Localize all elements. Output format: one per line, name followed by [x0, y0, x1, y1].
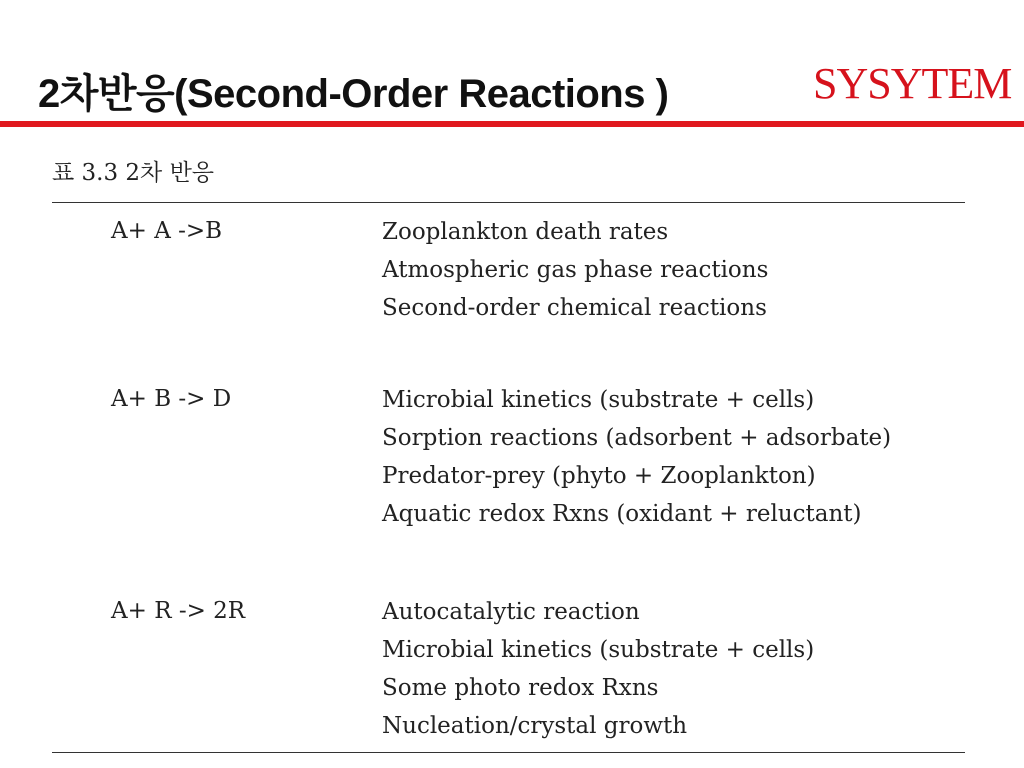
slide-title: 2차반응(Second-Order Reactions ): [38, 72, 669, 116]
application-item: Atmospheric gas phase reactions: [382, 257, 769, 283]
application-item: Predator-prey (phyto + Zooplankton): [382, 463, 816, 489]
application-item: Microbial kinetics (substrate + cells): [382, 637, 815, 663]
table-top-rule: [52, 202, 965, 203]
application-item: Autocatalytic reaction: [382, 599, 640, 625]
table-bottom-rule: [52, 752, 965, 753]
application-item: Aquatic redox Rxns (oxidant + reluctant): [382, 501, 862, 527]
application-item: Nucleation/crystal growth: [382, 713, 688, 739]
application-item: Sorption reactions (adsorbent + adsorbate): [382, 425, 892, 451]
reaction-formula: A+ B -> D: [111, 386, 232, 412]
reaction-formula: A+ A ->B: [111, 218, 223, 244]
application-item: Some photo redox Rxns: [382, 675, 659, 701]
application-list: [382, 218, 768, 332]
application-list: [382, 386, 891, 538]
brand-label: SYSYTEM: [813, 59, 1012, 108]
application-item: Zooplankton death rates: [382, 219, 669, 245]
title-divider: [0, 121, 1024, 127]
table-caption: 표 3.3 2차 반응: [52, 160, 215, 186]
application-item: Second-order chemical reactions: [382, 295, 767, 321]
application-item: Microbial kinetics (substrate + cells): [382, 387, 815, 413]
application-list: [382, 598, 814, 750]
reaction-formula: A+ R -> 2R: [111, 598, 246, 624]
